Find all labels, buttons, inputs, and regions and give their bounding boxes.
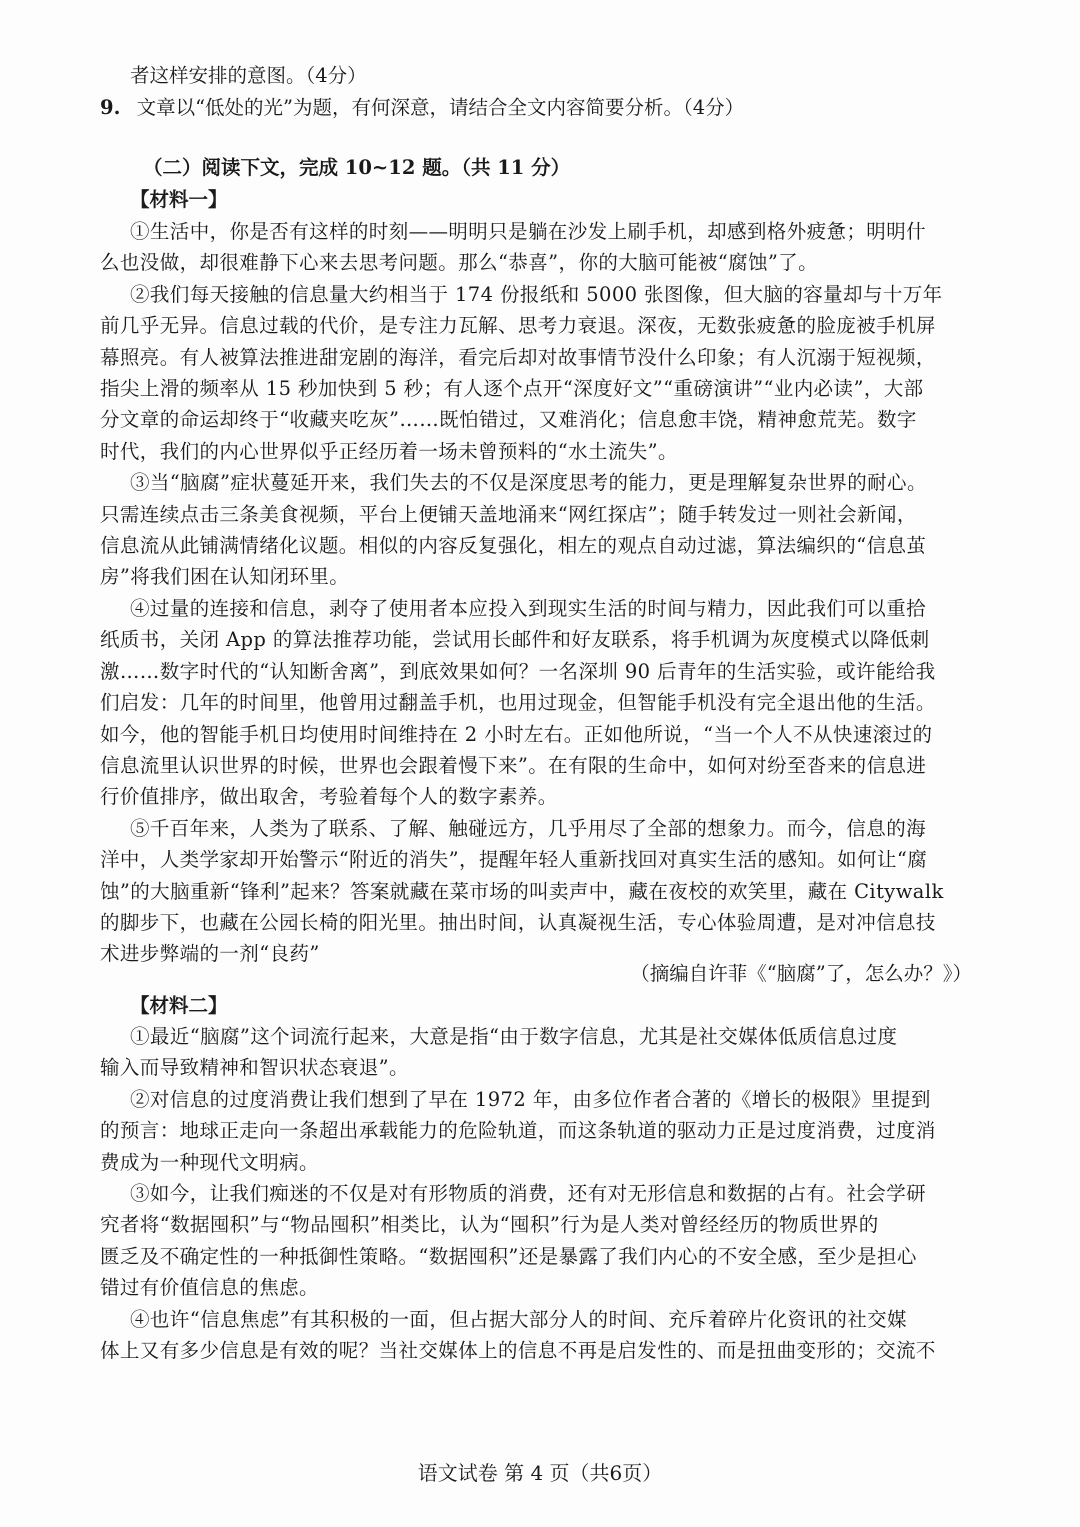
text-line: ③如今，让我们痴迷的不仅是对有形物质的消费，还有对无形信息和数据的占有。社会学研 [130,1182,927,1206]
material-1-paragraph [100,279,988,467]
text-line: 究者将“数据囤积”与“物品囤积”相类比，认为“囤积”行为是人类对曾经经历的物质世界的 [100,1213,879,1237]
text-line: 蚀”的大脑重新“锋利”起来？答案就藏在菜市场的叫卖声中，藏在夜校的欢笑里，藏在 Citywalk [100,879,944,903]
text-line: 错过有价值信息的焦虑。 [100,1276,319,1300]
material-1-paragraph [100,216,988,279]
material-2-title: 【材料二】 [130,994,228,1017]
text-line: 输入而导致精神和智识状态衰退”。 [100,1056,409,1080]
text-line: 信息流从此铺满情绪化议题。相似的内容反复强化，相左的观点自动过滤，算法编织的“信息茧 [100,534,927,558]
text-line: 行价值排序，做出取舍，考验着每个人的数字素养。 [100,785,558,809]
material-1-paragraph [100,593,988,813]
page-footer: 语文试卷 第 4 页（共6页） [417,1461,663,1485]
text-line: 费成为一种现代文明病。 [100,1150,319,1174]
text-line: 分文章的命运却终于“收藏夹吃灰”……既怕错过，又难消化；信息愈丰饶，精神愈荒芜。数字 [100,408,917,432]
material-2-body [100,1021,988,1366]
material-1-body [100,216,988,970]
text-line: 的脚步下，也藏在公园长椅的阳光里。抽出时间，认真凝视生活，专心体验周遭，是对冲信息技 [100,910,936,934]
section-2-title: （二）阅读下文，完成 10~12 题。（共 11 分） [143,156,571,179]
text-line: ④过量的连接和信息，剥夺了使用者本应投入到现实生活的时间与精力，因此我们可以重拾 [130,596,927,620]
material-2-paragraph [100,1304,988,1367]
text-line: 幕照亮。有人被算法推进甜宠剧的海洋，看完后却对故事情节没什么印象；有人沉溺于短视频， [100,345,936,369]
text-line: 指尖上滑的频率从 15 秒加快到 5 秒；有人逐个点开“深度好文”“重磅演讲”“业内必读”，大部 [100,377,924,401]
text-line: ②我们每天接触的信息量大约相当于 174 份报纸和 5000 张图像，但大脑的容量却与十万年 [130,282,943,306]
question-9-number: 9. [100,96,121,119]
text-line: 前几乎无异。信息过载的代价，是专注力瓦解、思考力衰退。深夜，无数张疲惫的脸庞被手机屏 [100,314,936,338]
text-line: 如今，他的智能手机日均使用时间维持在 2 小时左右。正如他所说，“当一个人不从快速滚过的 [100,722,933,746]
material-2-paragraph [100,1021,988,1084]
text-line: 么也没做，却很难静下心来去思考问题。那么“恭喜”，你的大脑可能被“腐蚀”了。 [100,251,819,275]
text-line: 术进步弊端的一剂“良药” [100,942,320,966]
text-line: ②对信息的过度消费让我们想到了早在 1972 年，由多位作者合著的《增长的极限》里提到 [130,1087,931,1111]
text-line: 洋中，人类学家却开始警示“附近的消失”，提醒年轻人重新找回对真实生活的感知。如何让“腐 [100,848,928,872]
text-line: 时代，我们的内心世界似乎正经历着一场未曾预料的“水土流失”。 [100,439,678,463]
text-line: 只需连续点击三条美食视频，平台上便铺天盖地涌来“网红探店”；随手转发过一则社会新闻， [100,502,917,526]
question-9 [100,92,744,123]
text-line: ①最近“脑腐”这个词流行起来，大意是指“由于数字信息，尤其是社交媒体低质信息过度 [130,1025,898,1048]
material-1-title: 【材料一】 [130,188,228,211]
material-1-source: （摘编自许菲《“脑腐”了，怎么办？》） [630,962,972,985]
text-line: ⑤千百年来，人类为了联系、了解、触碰远方，几乎用尽了全部的想象力。而今，信息的海 [130,816,927,840]
material-2-paragraph [100,1084,988,1178]
text-line: ④也许“信息焦虑”有其积极的一面，但占据大部分人的时间、充斥着碎片化资讯的社交媒 [130,1307,907,1331]
text-line: 们启发：几年的时间里，他曾用过翻盖手机，也用过现金，但智能手机没有完全退出他的生活。 [100,691,936,715]
material-2-paragraph [100,1178,988,1304]
text-line: 信息流里认识世界的时候，世界也会跟着慢下来”。在有限的生命中，如何对纷至沓来的信息进 [100,753,927,777]
text-line: 的预言：地球正走向一条超出承载能力的危险轨道，而这条轨道的驱动力正是过度消费，过度消 [100,1119,936,1143]
text-line: 房”将我们困在认知闭环里。 [100,565,350,589]
material-1-paragraph [100,467,988,593]
text-line: ①生活中，你是否有这样的时刻——明明只是躺在沙发上刷手机，却感到格外疲惫；明明什 [130,220,927,243]
material-1-paragraph [100,813,988,970]
text-line: 体上又有多少信息是有效的呢？当社交媒体上的信息不再是启发性的、而是扭曲变形的；交流不 [100,1339,936,1363]
question-9-text: 文章以“低处的光”为题，有何深意，请结合全文内容简要分析。（4分） [136,96,745,119]
question-8-tail: 者这样安排的意图。（4分） [130,64,367,87]
text-line: 激……数字时代的“认知断舍离”，到底效果如何？一名深圳 90 后青年的生活实验，或许能给我 [100,659,936,683]
text-line: 纸质书，关闭 App 的算法推荐功能，尝试用长邮件和好友联系，将手机调为灰度模式以降低刺 [100,628,930,652]
text-line: 匮乏及不确定性的一种抵御性策略。“数据囤积”还是暴露了我们内心的不安全感，至少是担心 [100,1244,917,1268]
text-line: ③当“脑腐”症状蔓延开来，我们失去的不仅是深度思考的能力，更是理解复杂世界的耐心。 [130,471,927,495]
